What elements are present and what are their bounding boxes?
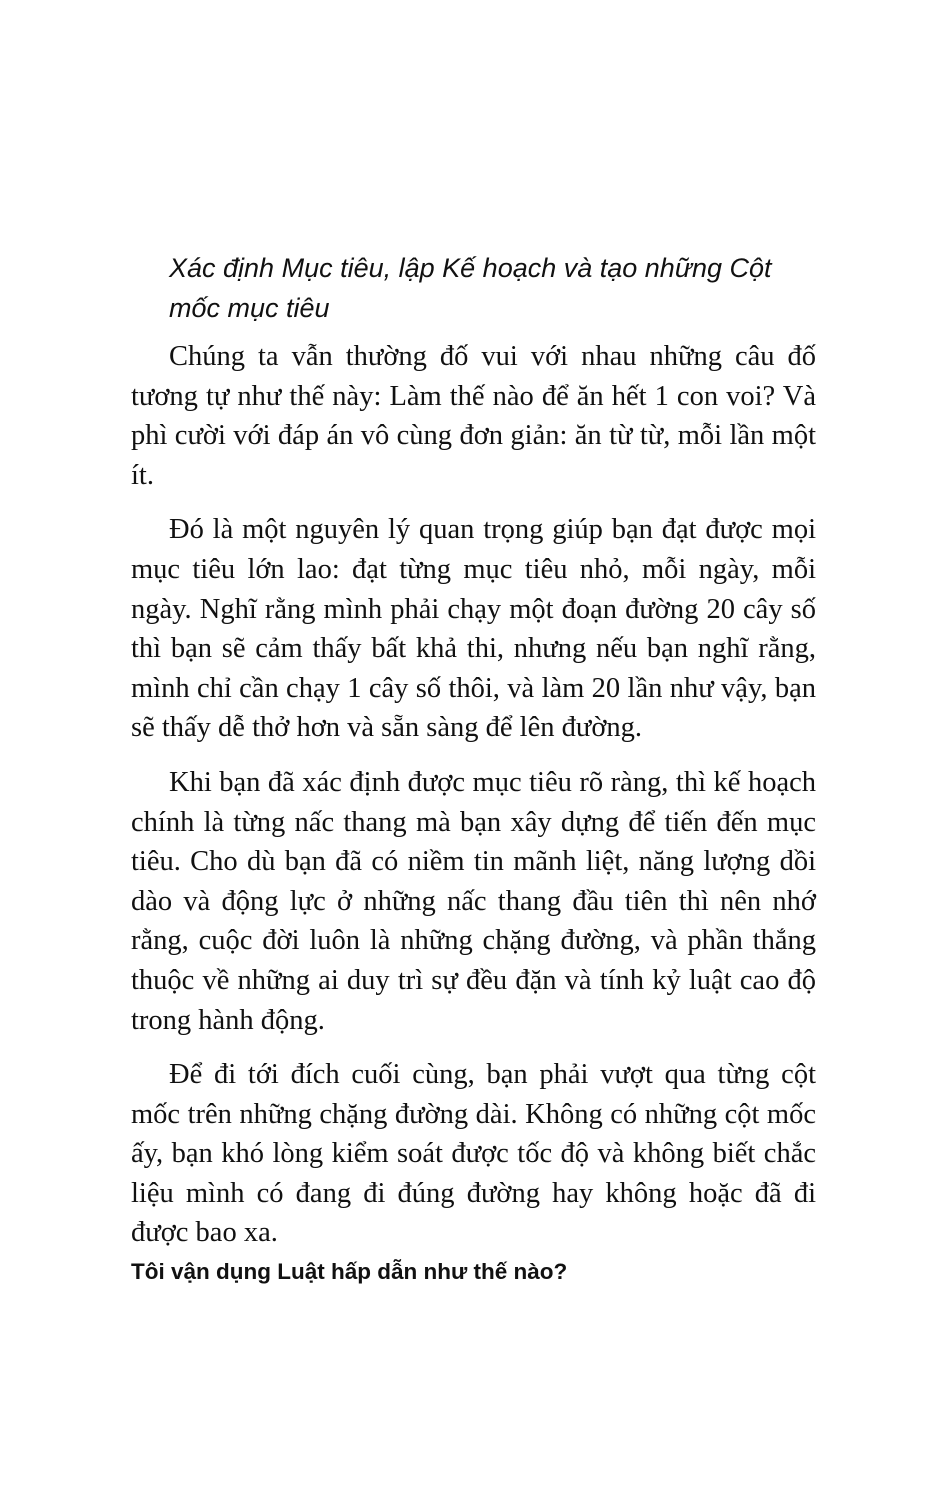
paragraph-1: Chúng ta vẫn thường đố vui với nhau những câu đố tương tự như thế này: Làm thế nào để ăn hết 1 con voi? Và phì cười với đáp án vô cùng đơn giản: ăn từ từ, mỗi lần một ít. [131, 341, 816, 491]
next-section-heading: Tôi vận dụng Luật hấp dẫn như thế nào? [131, 1259, 568, 1285]
section-title: Xác định Mục tiêu, lập Kế hoạch và tạo những Cột mốc mục tiêu [169, 253, 772, 323]
paragraph-3: Khi bạn đã xác định được mục tiêu rõ ràng, thì kế hoạch chính là từng nấc thang mà bạn xây dựng để tiến đến mục tiêu. Cho dù bạn đã có niềm tin mãnh liệt, năng lượng dồi dào và động lực ở những nấc thang đầu tiên thì nên nhớ rằng, cuộc đời luôn là những chặng đường, và phần thắng thuộc về những ai duy trì sự đều đặn và tính kỷ luật cao độ trong hành động. [131, 766, 816, 1036]
book-page [131, 248, 816, 1289]
paragraph-2: Đó là một nguyên lý quan trọng giúp bạn đạt được mọi mục tiêu lớn lao: đạt từng mục tiêu nhỏ, mỗi ngày, mỗi ngày. Nghĩ rằng mình phải chạy một đoạn đường 20 cây số thì bạn sẽ cảm thấy bất khả thi, nhưng nếu bạn nghĩ rằng, mình chỉ cần chạy 1 cây số thôi, và làm 20 lần như vậy, bạn sẽ thấy dễ thở hơn và sẵn sàng để lên đường. [131, 514, 816, 744]
paragraph-4: Để đi tới đích cuối cùng, bạn phải vượt qua từng cột mốc trên những chặng đường dài. Không có những cột mốc ấy, bạn khó lòng kiểm soát được tốc độ và không biết chắc liệu mình có đang đi đúng đường hay không hoặc đã đi được bao xa. [131, 1059, 816, 1249]
